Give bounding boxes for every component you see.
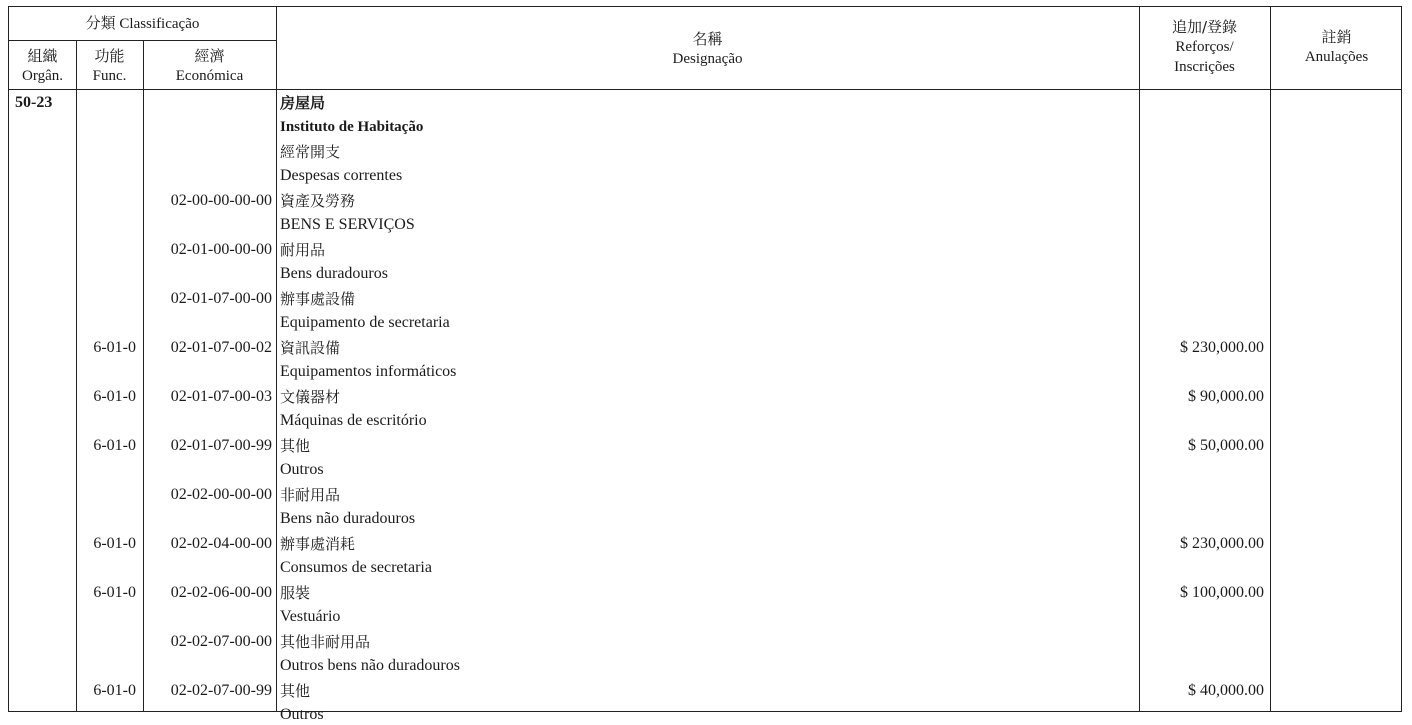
divider-org-func: [76, 40, 77, 711]
row-designation-zh: 資訊設備: [280, 339, 341, 357]
header-ref-zh: 追加/登錄: [1171, 18, 1238, 36]
header-org: [9, 46, 76, 86]
row-amount: $ 230,000.00: [1180, 339, 1264, 356]
row-designation-zh: 其他: [280, 682, 311, 700]
header-ref-pt2: Inscrições: [1174, 59, 1235, 75]
divider-func-econ: [143, 40, 144, 711]
divider-ref-anul: [1270, 7, 1271, 711]
row-designation-pt: Consumos de secretaria: [280, 559, 432, 576]
row-designation-zh: 辦事處設備: [280, 290, 356, 308]
header-anul-zh: 註銷: [1321, 28, 1352, 46]
row-designation-zh: 辦事處消耗: [280, 535, 356, 553]
header-reforcos: [1139, 17, 1270, 77]
row-econ-code: 02-02-04-00-00: [170, 535, 272, 552]
header-desig-zh: 名稱: [692, 30, 723, 48]
row-func-code: 6-01-0: [93, 388, 136, 405]
row-econ-code: 02-01-07-00-00: [170, 290, 272, 307]
row-econ-code: 02-01-00-00-00: [170, 241, 272, 258]
row-econ-code: 02-02-06-00-00: [170, 584, 272, 601]
row-designation-zh: 服裝: [280, 584, 311, 602]
header-org-pt: Orgân.: [22, 68, 63, 84]
header-econ: [143, 46, 276, 86]
divider-header-body: [9, 89, 1401, 90]
header-econ-pt: Económica: [175, 68, 244, 84]
header-ref-pt1: Reforços/: [1175, 39, 1234, 55]
row-func-code: 6-01-0: [93, 535, 136, 552]
header-func: [76, 46, 143, 86]
row-designation-zh: 其他: [280, 437, 311, 455]
header-func-zh: 功能: [94, 47, 125, 65]
row-func-code: 6-01-0: [93, 339, 136, 356]
row-econ-code: 02-01-07-00-03: [170, 388, 272, 405]
row-amount: $ 90,000.00: [1188, 388, 1264, 405]
divider-classif-sub: [9, 40, 276, 41]
row-designation-zh: 房屋局: [280, 94, 326, 112]
header-anulacoes: [1270, 27, 1403, 67]
divider-econ-desig: [276, 7, 277, 711]
row-func-code: 6-01-0: [93, 682, 136, 699]
row-amount: $ 50,000.00: [1188, 437, 1264, 454]
row-designation-zh: 耐用品: [280, 241, 326, 259]
row-designation-pt: Despesas correntes: [280, 167, 403, 184]
row-econ-code: 02-02-07-00-99: [170, 682, 272, 699]
row-econ-code: 02-02-00-00-00: [170, 486, 272, 503]
header-designacao: [276, 29, 1139, 69]
divider-desig-ref: [1139, 7, 1140, 711]
row-func-code: 6-01-0: [93, 437, 136, 454]
row-designation-zh: 資產及勞務: [280, 192, 356, 210]
row-designation-pt: Bens duradouros: [280, 265, 388, 282]
row-designation-pt: Máquinas de escritório: [280, 412, 427, 429]
row-designation-zh: 經常開支: [280, 143, 341, 161]
header-classificacao: 分類 Classificação: [85, 16, 200, 32]
row-designation-pt: Equipamentos informáticos: [280, 363, 457, 380]
header-anul-pt: Anulações: [1304, 49, 1369, 65]
header-desig-pt: Designação: [672, 51, 743, 67]
row-designation-pt: Equipamento de secretaria: [280, 314, 450, 331]
row-func-code: 6-01-0: [93, 584, 136, 601]
budget-table: [8, 6, 1402, 723]
row-econ-code: 02-01-07-00-02: [170, 339, 272, 356]
header-org-zh: 組織: [27, 47, 58, 65]
row-designation-pt: Outros bens não duradouros: [280, 657, 460, 674]
row-amount: $ 40,000.00: [1188, 682, 1264, 699]
row-econ-code: 02-02-07-00-00: [170, 633, 272, 650]
header-func-pt: Func.: [92, 68, 127, 84]
row-designation-pt: Outros: [280, 461, 324, 478]
row-designation-pt: Outros: [280, 706, 324, 723]
row-amount: $ 100,000.00: [1180, 584, 1264, 601]
row-org-code: 50-23: [15, 94, 53, 111]
row-amount: $ 230,000.00: [1180, 535, 1264, 552]
row-designation-zh: 文儀器材: [280, 388, 341, 406]
row-designation-pt: Instituto de Habitação: [280, 119, 424, 135]
row-designation-pt: Vestuário: [280, 608, 341, 625]
header-econ-zh: 經濟: [194, 47, 225, 65]
row-designation-pt: Bens não duradouros: [280, 510, 416, 527]
row-designation-zh: 其他非耐用品: [280, 633, 371, 651]
row-designation-zh: 非耐用品: [280, 486, 341, 504]
row-econ-code: 02-00-00-00-00: [170, 192, 272, 209]
row-econ-code: 02-01-07-00-99: [170, 437, 272, 454]
row-designation-pt: BENS E SERVIÇOS: [280, 216, 415, 233]
